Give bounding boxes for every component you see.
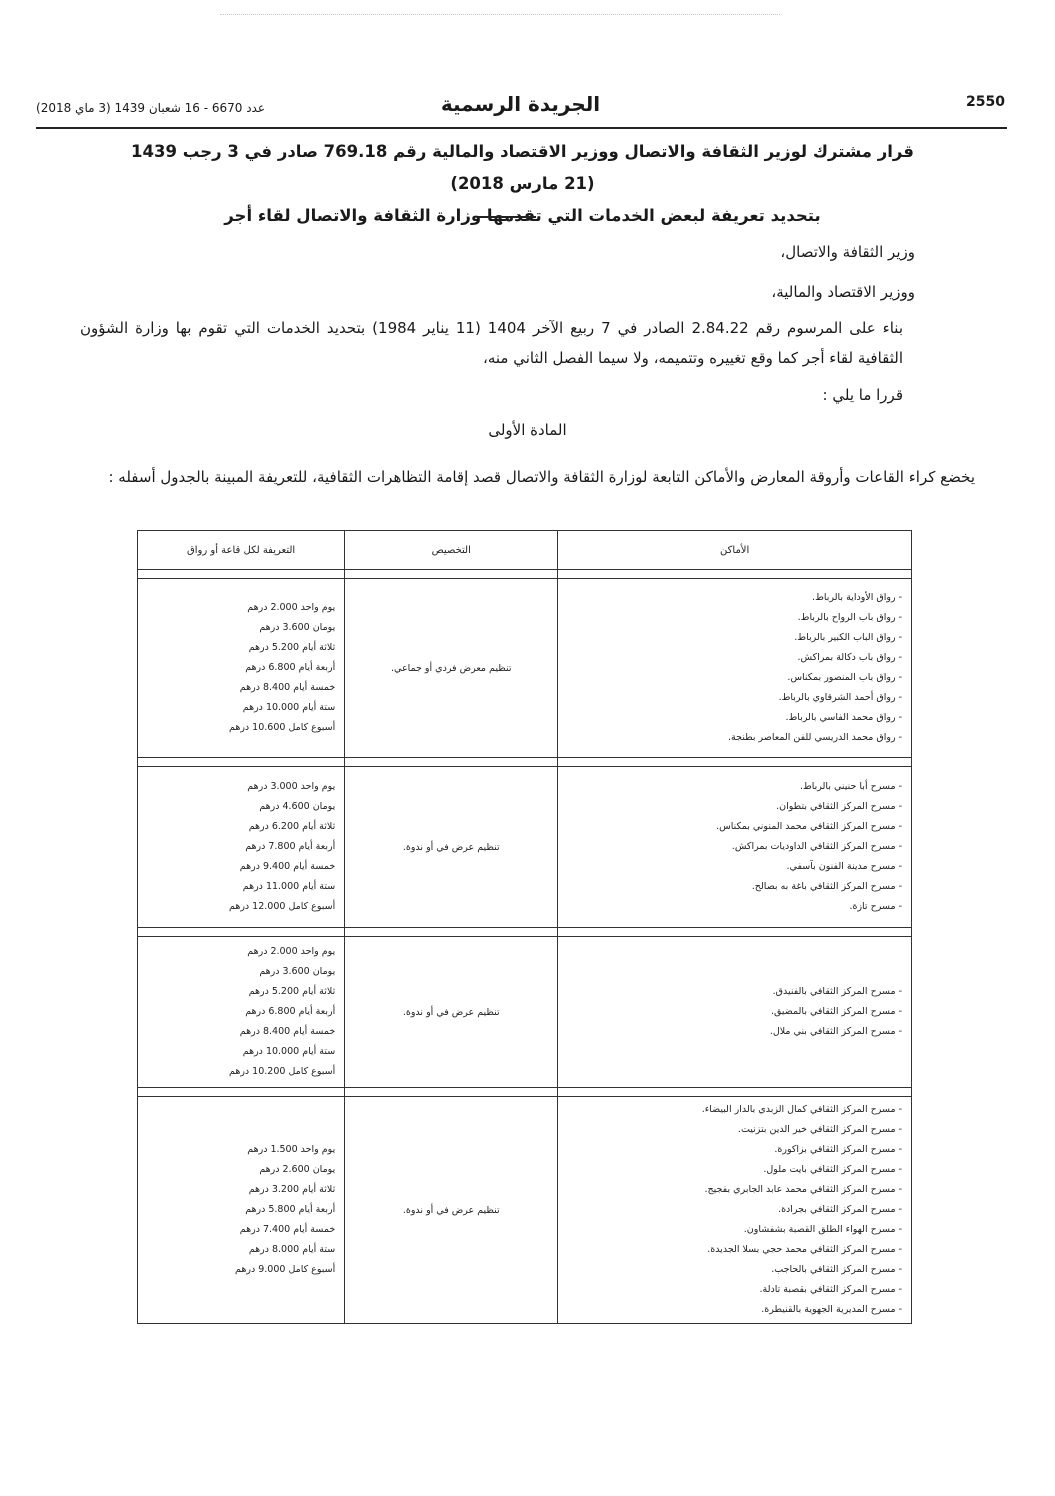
header-purpose: التخصيص (345, 531, 558, 570)
fee-item: خمسة أيام 7.400 درهم (239, 1224, 336, 1235)
place-item: - مسرح الهواء الطلق القصبة بشفشاون. (559, 1220, 902, 1240)
fee-item: خمسة أيام 9.400 درهم (239, 861, 336, 872)
fee-item: ثلاثة أيام 5.200 درهم (248, 642, 336, 653)
spacer-cell (138, 1088, 345, 1097)
fee-item: أسبوع كامل 10.600 درهم (229, 722, 336, 733)
place-item: - مسرح المركز الثقافي بالفنيدق. (559, 982, 902, 1002)
place-item: - مسرح المركز الثقافي باغة به بصالح. (559, 877, 902, 897)
fee-item: ستة أيام 10.000 درهم (242, 702, 336, 713)
fee-item: ستة أيام 8.000 درهم (248, 1244, 336, 1255)
place-item: - مسرح المركز الثقافي خير الدين بتزنيت. (559, 1120, 902, 1140)
spacer-cell (138, 570, 345, 579)
place-item: - مسرح المركز الثقافي بايت ملول. (559, 1160, 902, 1180)
place-item: - رواق أحمد الشرقاوي بالرباط. (559, 688, 902, 708)
place-item: - مسرح أبا حنيني بالرباط. (559, 777, 902, 797)
fee-list (139, 1140, 343, 1280)
spacer-cell (558, 570, 912, 579)
table-row-spacer (138, 1088, 912, 1097)
fee-item: أربعة أيام 7.800 درهم (245, 841, 336, 852)
title-divider (478, 216, 536, 218)
fee-item: خمسة أيام 8.400 درهم (239, 682, 336, 693)
place-item: - رواق الباب الكبير بالرباط. (559, 628, 902, 648)
table-row (138, 579, 912, 758)
fee-item: يومان 3.600 درهم (259, 966, 336, 977)
place-item: - مسرح المركز الثقافي بزاكورة. (559, 1140, 902, 1160)
decree-title-line-2: بتحديد تعريفة لبعض الخدمات التي تقدمها وزارة الثقافة والاتصال لقاء أجر (224, 206, 821, 225)
minister-culture: وزير الثقافة والاتصال، (780, 243, 915, 261)
table-row (138, 1097, 912, 1324)
fee-item: يومان 4.600 درهم (259, 801, 336, 812)
spacer-cell (558, 928, 912, 937)
spacer-cell (345, 570, 558, 579)
scan-artifact-line (220, 14, 780, 17)
place-item: - مسرح المركز الثقافي محمد حجي بسلا الجديدة. (559, 1240, 902, 1260)
table-row (138, 937, 912, 1088)
table-row-spacer (138, 928, 912, 937)
spacer-cell (138, 758, 345, 767)
places-list (559, 982, 910, 1042)
article-title: المادة الأولى (488, 421, 567, 439)
gazette-title: الجريدة الرسمية (440, 92, 601, 116)
place-item: - مسرح المركز الثقافي بالمضيق. (559, 1002, 902, 1022)
article-text: يخضع كراء القاعات وأروقة المعارض والأماكن التابعة لوزارة الثقافة والاتصال قصد إقامة التظاهرات الثقافية، للتعريفة المبينة بالجدول أسفله : (108, 468, 975, 486)
table-header-row (138, 531, 912, 570)
fee-item: أربعة أيام 6.800 درهم (245, 662, 336, 673)
places-list (559, 777, 910, 917)
header-places: الأماكن (558, 531, 912, 570)
place-item: - مسرح المركز الثقافي بجرادة. (559, 1200, 902, 1220)
fee-item: أسبوع كامل 10.200 درهم (229, 1066, 336, 1077)
table-row (138, 767, 912, 928)
spacer-cell (345, 1088, 558, 1097)
place-item: - رواق باب المنصور بمكناس. (559, 668, 902, 688)
fee-list (139, 777, 343, 917)
place-item: - مسرح مدينة الفنون بآسفي. (559, 857, 902, 877)
purpose-cell: تنظيم معرض فردي أو جماعي. (345, 579, 558, 758)
fee-item: أسبوع كامل 9.000 درهم (235, 1264, 336, 1275)
purpose-cell: تنظيم عرض في أو ندوة. (345, 937, 558, 1088)
place-item: - مسرح المركز الثقافي كمال الزبدي بالدار البيضاء. (559, 1100, 902, 1120)
fee-item: يوم واحد 3.000 درهم (247, 781, 336, 792)
minister-finance: ووزير الاقتصاد والمالية، (771, 283, 915, 301)
spacer-cell (558, 1088, 912, 1097)
fee-item: يوم واحد 1.500 درهم (247, 1144, 336, 1155)
purpose-cell: تنظيم عرض في أو ندوة. (345, 767, 558, 928)
place-item: - مسرح المركز الثقافي الداوديات بمراكش. (559, 837, 902, 857)
fee-item: أربعة أيام 5.800 درهم (245, 1204, 336, 1215)
fee-cell (138, 579, 345, 758)
fee-cell (138, 937, 345, 1088)
place-item: - رواق الأوداية بالرباط. (559, 588, 902, 608)
whereas-paragraph: بناء على المرسوم رقم 2.84.22 الصادر في 7 ربيع الآخر 1404 (11 يناير 1984) بتحديد الخدمات التي تقوم بها وزارة الشؤون الثقافية لقاء أجر كما وقع تغييره وتتميمه، ولا سيما الفصل الثاني منه، (80, 319, 903, 367)
place-item: - مسرح تازة. (559, 897, 902, 917)
places-cell (558, 1097, 912, 1324)
decree-title-line-1: قرار مشترك لوزير الثقافة والاتصال ووزير الاقتصاد والمالية رقم 769.18 صادر في 3 رجب 1439 (21 مارس 2018) (131, 142, 914, 193)
fee-list (139, 942, 343, 1082)
place-item: - مسرح المركز الثقافي بالحاجب. (559, 1260, 902, 1280)
fee-list (139, 598, 343, 738)
fee-cell (138, 767, 345, 928)
place-item: - رواق محمد الفاسي بالرباط. (559, 708, 902, 728)
fee-item: يوم واحد 2.000 درهم (247, 602, 336, 613)
places-list (559, 1100, 910, 1320)
fees-table (137, 530, 912, 1324)
place-item: - رواق باب الرواح بالرباط. (559, 608, 902, 628)
fee-cell (138, 1097, 345, 1324)
fee-item: ثلاثة أيام 6.200 درهم (248, 821, 336, 832)
place-item: - مسرح المركز الثقافي بني ملال. (559, 1022, 902, 1042)
spacer-cell (345, 758, 558, 767)
table-row-spacer (138, 758, 912, 767)
table-row-spacer (138, 570, 912, 579)
fee-item: يومان 2.600 درهم (259, 1164, 336, 1175)
fee-item: يوم واحد 2.000 درهم (247, 946, 336, 957)
table-body (138, 570, 912, 1324)
decided-clause: قررا ما يلي : (822, 386, 903, 404)
places-list (559, 588, 910, 748)
fee-item: أربعة أيام 6.800 درهم (245, 1006, 336, 1017)
spacer-cell (558, 758, 912, 767)
header-fee: التعريفة لكل قاعة أو رواق (138, 531, 345, 570)
page-number: 2550 (966, 94, 1005, 110)
place-item: - مسرح المركز الثقافي بقصبة تادلة. (559, 1280, 902, 1300)
fee-item: ستة أيام 10.000 درهم (242, 1046, 336, 1057)
places-cell (558, 767, 912, 928)
spacer-cell (345, 928, 558, 937)
fee-item: أسبوع كامل 12.000 درهم (229, 901, 336, 912)
places-cell (558, 579, 912, 758)
issue-info: عدد 6670 - 16 شعبان 1439 (3 ماي 2018) (36, 101, 266, 115)
header-divider (36, 127, 1007, 129)
purpose-cell: تنظيم عرض في أو ندوة. (345, 1097, 558, 1324)
place-item: - رواق محمد الدريسي للفن المعاصر بطنجة. (559, 728, 902, 748)
place-item: - رواق باب دكالة بمراكش. (559, 648, 902, 668)
spacer-cell (138, 928, 345, 937)
place-item: - مسرح المديرية الجهوية بالقنيطرة. (559, 1300, 902, 1320)
fee-item: ستة أيام 11.000 درهم (242, 881, 336, 892)
gazette-header (36, 92, 1005, 126)
place-item: - مسرح المركز الثقافي محمد عابد الجابري بفجيج. (559, 1180, 902, 1200)
places-cell (558, 937, 912, 1088)
place-item: - مسرح المركز الثقافي محمد المنوني بمكناس. (559, 817, 902, 837)
fee-item: ثلاثة أيام 5.200 درهم (248, 986, 336, 997)
fee-item: ثلاثة أيام 3.200 درهم (248, 1184, 336, 1195)
place-item: - مسرح المركز الثقافي بتطوان. (559, 797, 902, 817)
fee-item: خمسة أيام 8.400 درهم (239, 1026, 336, 1037)
fee-item: يومان 3.600 درهم (259, 622, 336, 633)
